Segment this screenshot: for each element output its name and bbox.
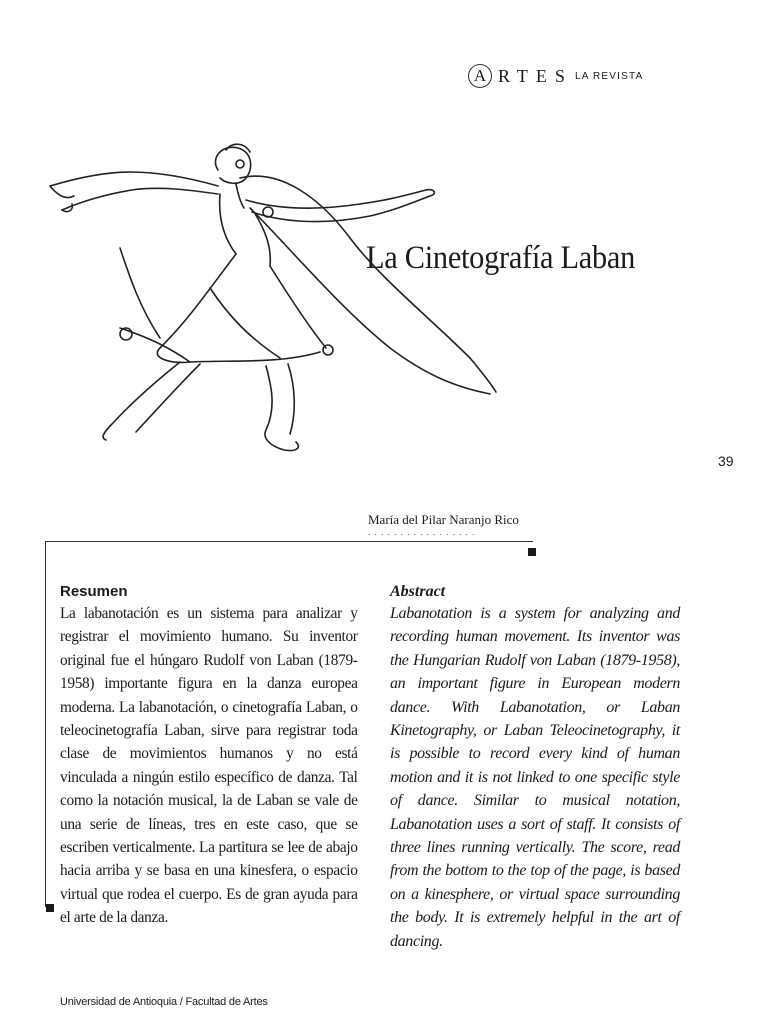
frame-square-top [528, 548, 536, 556]
footer-institution: Universidad de Antioquia / Facultad de Artes [60, 996, 268, 1008]
abstract-column [390, 582, 680, 953]
abstract-heading: Abstract [390, 583, 446, 600]
frame-rule-top [45, 541, 533, 542]
resumen-heading: Resumen [60, 583, 128, 600]
logo-circle-a: A [468, 64, 492, 88]
logo-letters: RTES [498, 65, 573, 86]
page-number: 39 [718, 453, 734, 469]
dancer-illustration [40, 138, 510, 468]
frame-rule-left [45, 541, 46, 907]
abstract-body: Labanotation is a system for analyzing and recording human movement. Its inventor was the Hungarian Rudolf von Laban (1879-1958), an important figure in European modern dance. With Labanotation, or Laban Kinetography, or Laban Teleocinetography, it is possible to record every kind of human motion and it is not linked to one specific style of dance. Similar to musical notation, Labanotation uses a sort of staff. It consists of three lines running vertically. The score, read from the bottom to the top of the page, is based on a kinesphere, or virtual space surrounding the body. It is extremely helpful in the art of dancing. [390, 605, 680, 950]
author-name: María del Pilar Naranjo Rico [368, 512, 519, 527]
article-title: La Cinetografía Laban [366, 240, 636, 276]
resumen-body: La labanotación es un sistema para analizar y registrar el movimiento humano. Su inventor original fue el húngaro Rudolf von Laban (1879-1958) importante figura en la danza europea moderna. La labanotación, o cinetografía Laban, o teleocinetografía Laban, sirve para registrar toda clase de movimientos humanos y no está vinculada a ningún estilo específico de danza. Tal como la notación musical, la de Laban se vale de una serie de líneas, tres en este caso, que se escriben verticalmente. La partitura se lee de abajo hacia arriba y se basa en una kinesfera, o espacio virtual que rodea el cuerpo. Es de gran ayuda para el arte de la danza. [60, 605, 358, 927]
frame-square-bottom [46, 904, 54, 912]
logo-subtitle: LA REVISTA [574, 70, 644, 82]
resumen-column [60, 582, 358, 930]
journal-logo [468, 62, 698, 90]
dotted-divider: ................. [368, 527, 479, 537]
